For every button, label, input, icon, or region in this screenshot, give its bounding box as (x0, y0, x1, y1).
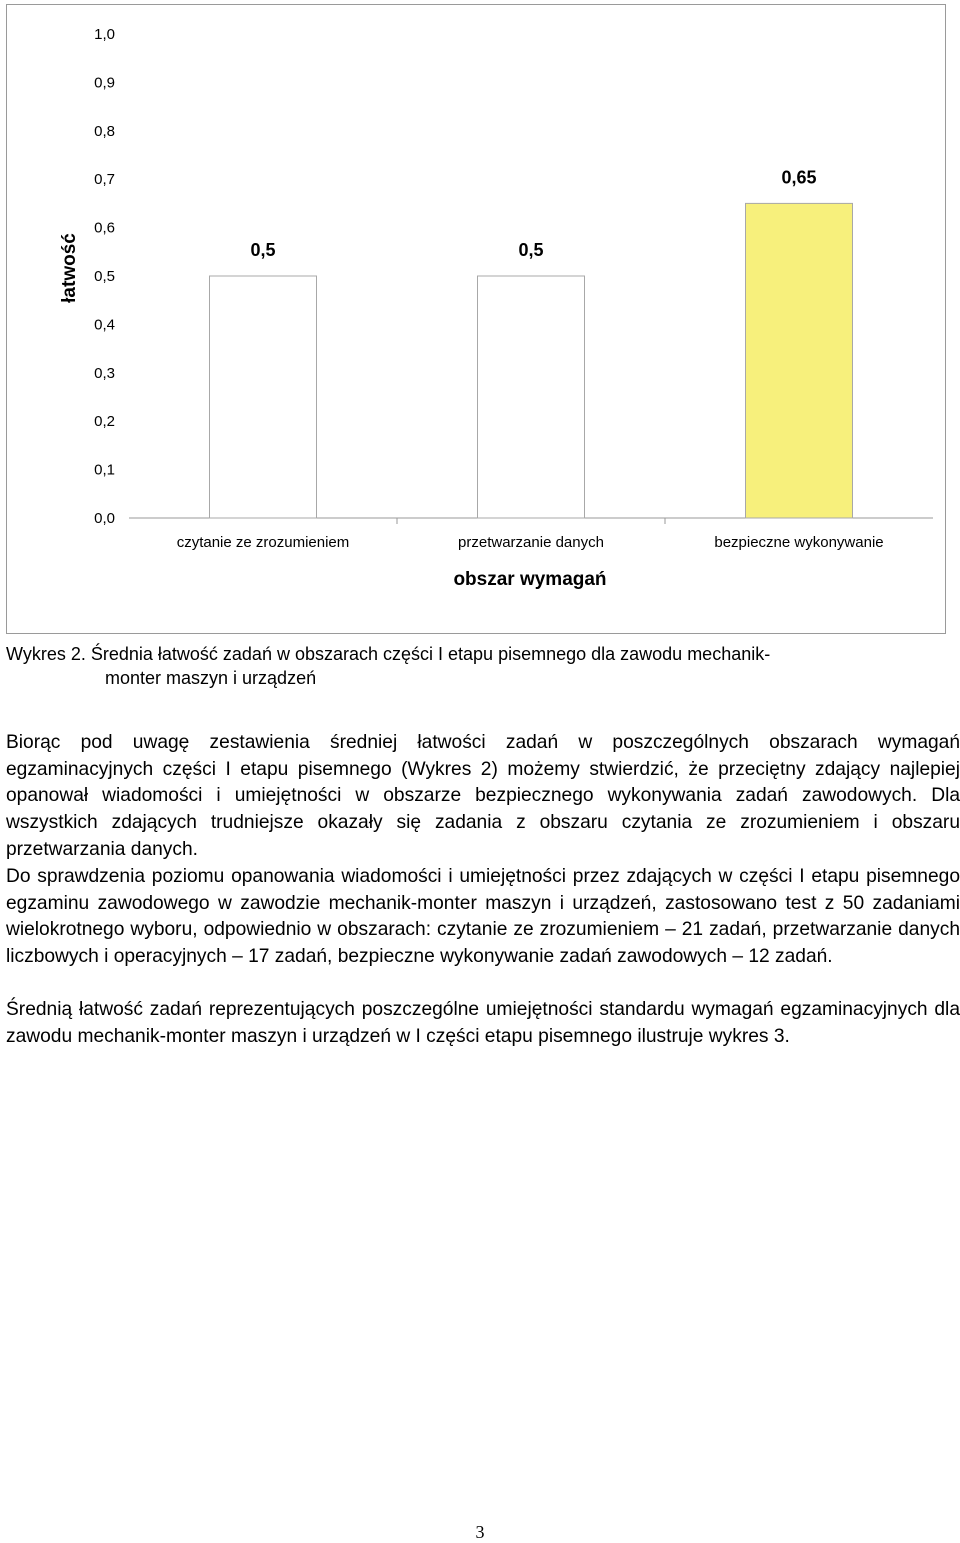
y-tick-label: 0,5 (94, 268, 115, 285)
paragraph-2: Do sprawdzenia poziomu opanowania wiadomości i umiejętności przez zdających w części I etapu pisemnego egzaminu zawodowego w zawodzie mechanik-monter maszyn i urządzeń, zastosowano test z 50 zadaniami wielokrotnego wyboru, odpowiednio w obszarach: czytanie ze zrozumieniem – 21 zadań, przetwarzanie danych liczbowych i operacyjnych – 17 zadań, bezpieczne wykonywanie zadań zawodowych – 12 zadań. (6, 866, 960, 967)
paragraph-1: Biorąc pod uwagę zestawienia średniej łatwości zadań w poszczególnych obszarach wymagań egzaminacyjnych części I etapu pisemnego (Wykres 2) możemy stwierdzić, że przeciętny zdający najlepiej opanował wiadomości i umiejętności w obszarze bezpiecznego wykonywania zadań zawodowych. Dla wszystkich zdających trudniejsze okazały się zadania z obszaru czytania ze zrozumieniem i obszaru przetwarzania danych. (6, 732, 960, 860)
y-tick-label: 0,0 (94, 510, 115, 527)
page-number: 3 (475, 1522, 485, 1542)
y-tick-label: 0,8 (94, 122, 115, 140)
x-tick-label: bezpieczne wykonywanie (714, 534, 884, 551)
caption-line-1: Wykres 2. Średnia łatwość zadań w obszarach części I etapu pisemnego dla zawodu mechanik- (6, 644, 771, 664)
figure-caption (6, 642, 926, 690)
y-tick-label: 0,3 (94, 364, 115, 382)
caption-line-2: monter maszyn i urządzeń (105, 668, 317, 688)
data-label: 0,5 (518, 240, 544, 260)
bar (746, 203, 853, 518)
bar (210, 276, 317, 518)
bar-chart (7, 5, 945, 633)
y-tick-label: 0,2 (94, 413, 115, 431)
x-axis-title: obszar wymagań (453, 569, 607, 590)
chart-frame (6, 4, 946, 634)
y-tick-label: 0,4 (94, 316, 115, 334)
bar (478, 276, 585, 518)
paragraph-3: Średnią łatwość zadań reprezentujących poszczególne umiejętności standardu wymagań egzaminacyjnych dla zawodu mechanik-monter maszyn i urządzeń w I części etapu pisemnego ilustruje wykres 3. (6, 999, 960, 1047)
y-tick-label: 0,1 (94, 461, 115, 479)
y-axis-title: łatwość (59, 233, 80, 303)
y-tick-label: 0,7 (94, 171, 115, 189)
x-tick-label: czytanie ze zrozumieniem (176, 534, 350, 551)
x-tick-label: przetwarzanie danych (458, 534, 604, 551)
y-tick-label: 1,0 (94, 26, 115, 43)
data-label: 0,5 (250, 240, 276, 260)
y-tick-label: 0,6 (94, 219, 115, 237)
y-tick-label: 0,9 (94, 74, 115, 92)
data-label: 0,65 (781, 167, 817, 188)
